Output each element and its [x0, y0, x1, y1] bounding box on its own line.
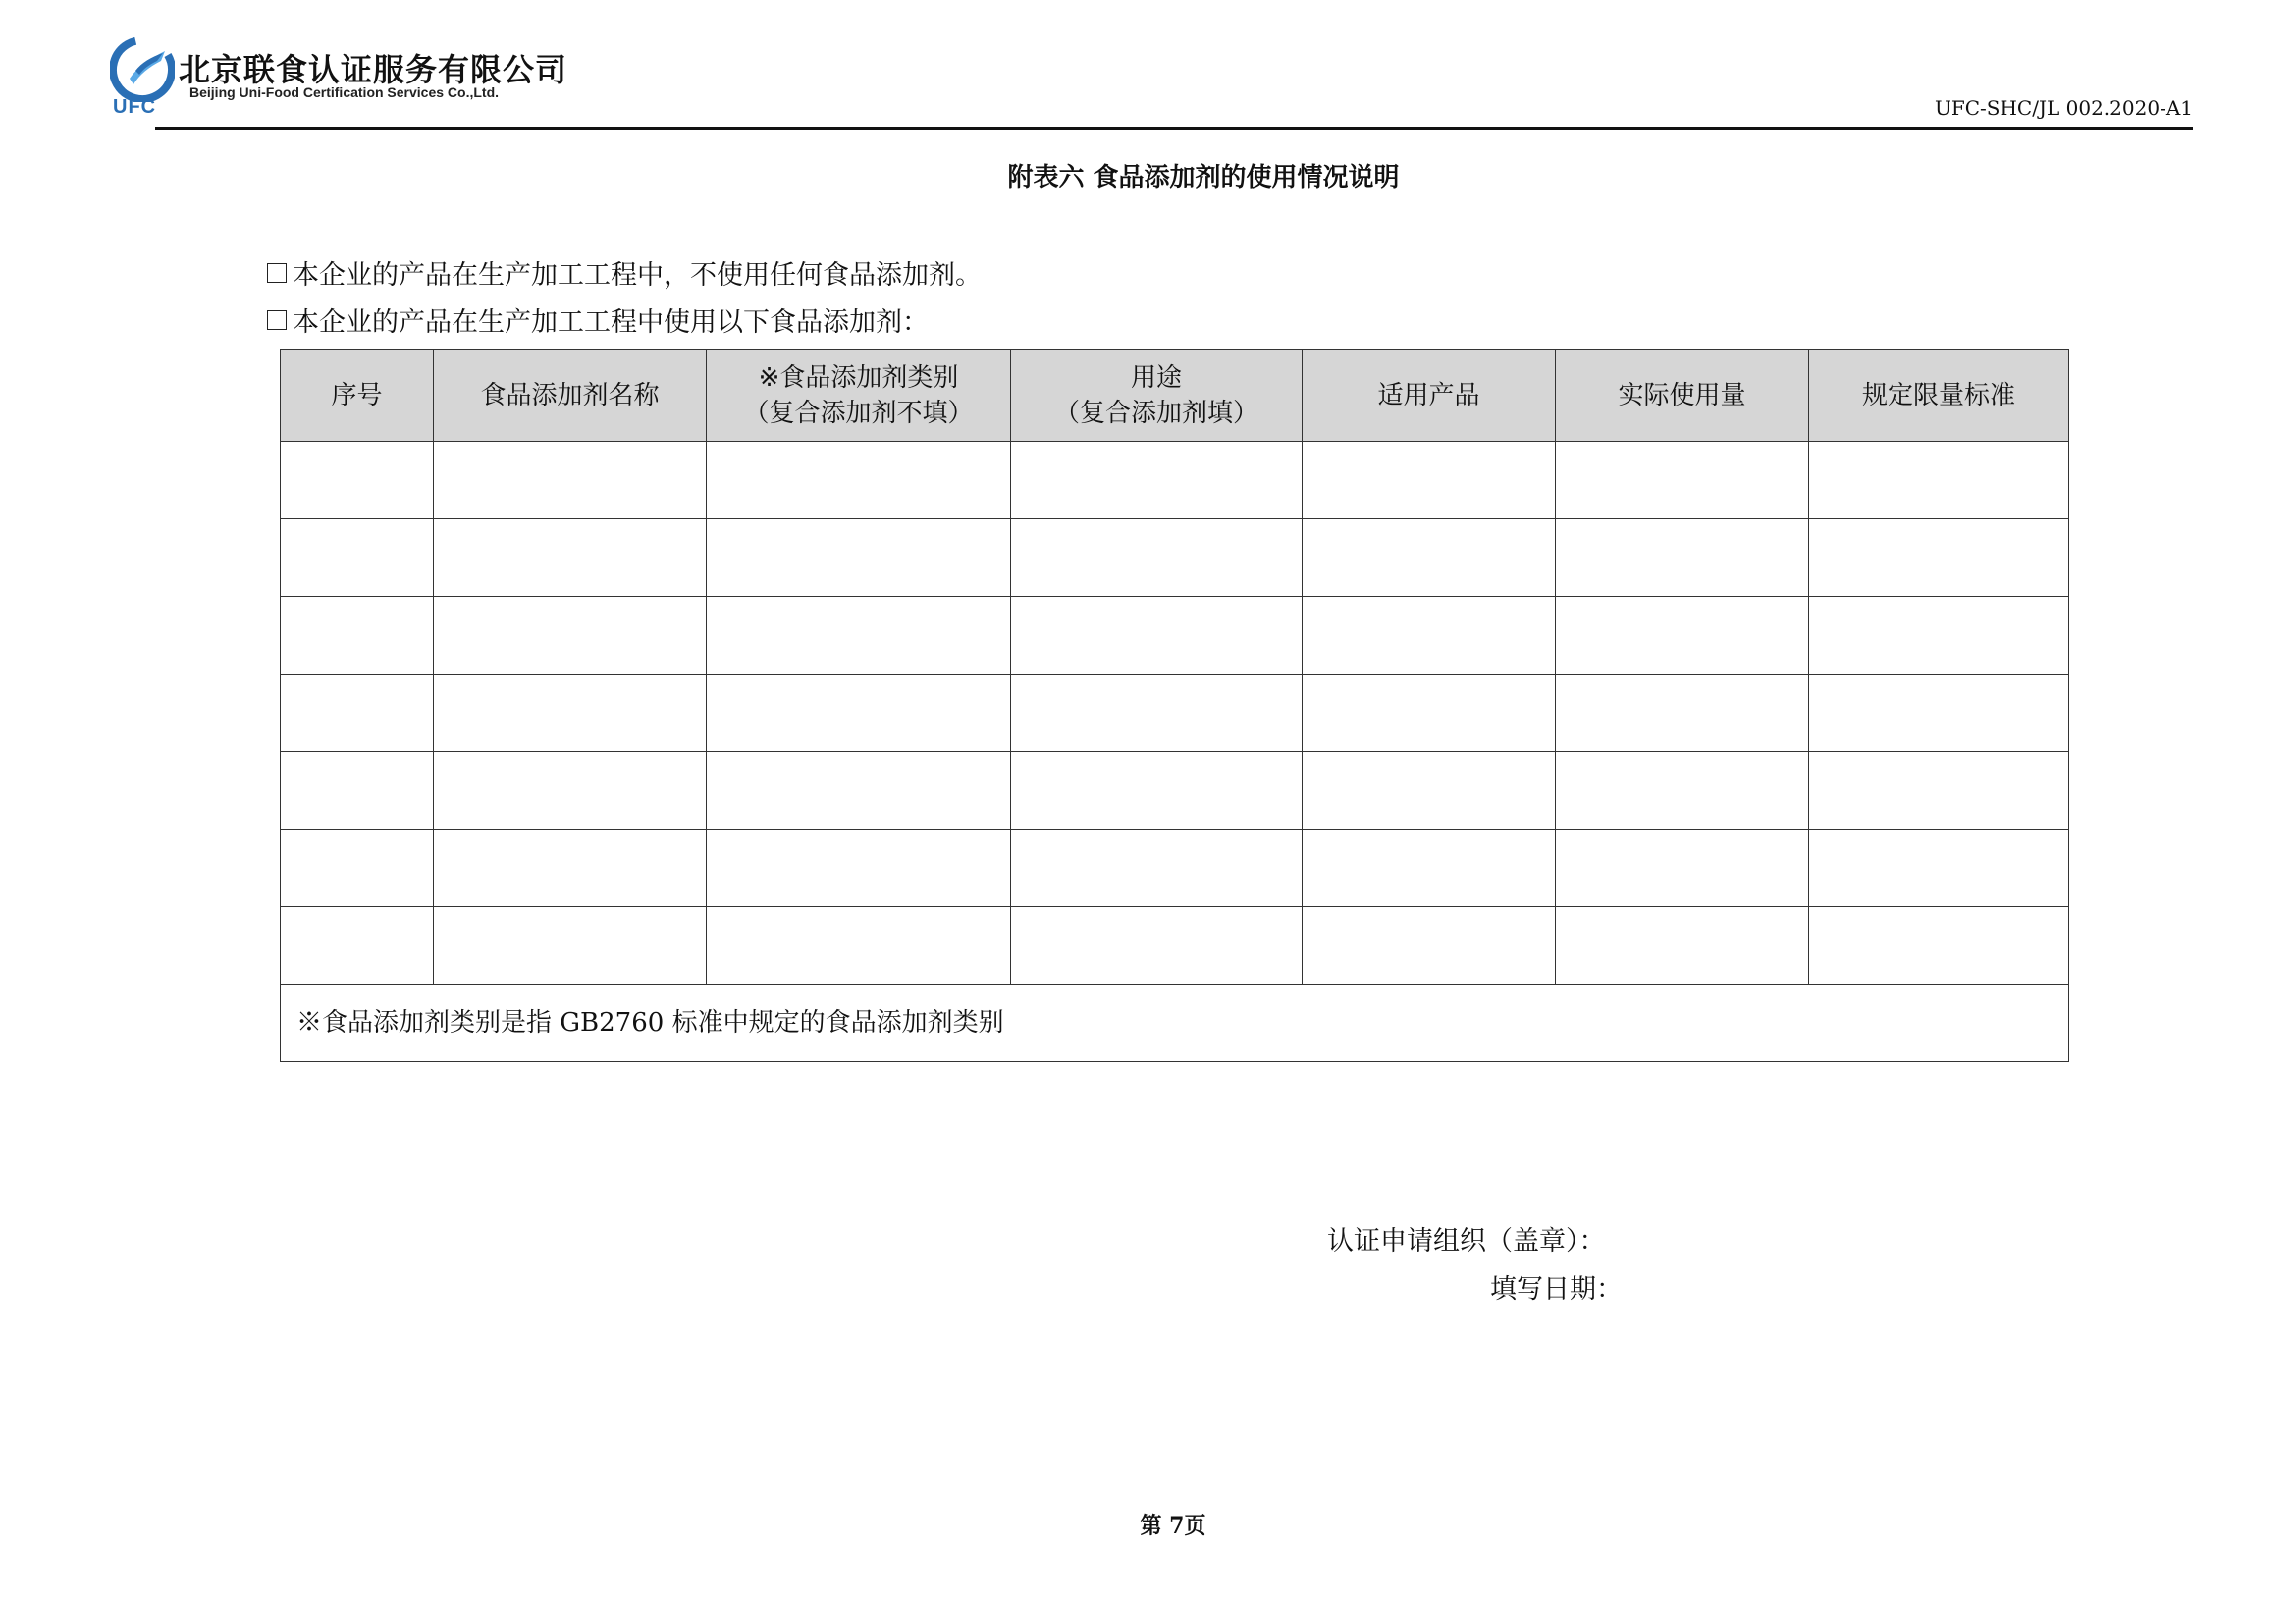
col-header-line: 实际使用量 — [1618, 380, 1746, 410]
col-header-note: （复合添加剂填） — [1053, 398, 1258, 428]
col-header-line: 适用产品 — [1377, 380, 1480, 410]
col-header-line: 食品添加剂名称 — [480, 380, 660, 410]
checkbox-icon[interactable] — [267, 263, 287, 283]
table-row — [281, 830, 2069, 907]
option-label: 本企业的产品在生产加工工程中使用以下食品添加剂： — [293, 307, 929, 338]
table-cell[interactable] — [1011, 675, 1303, 752]
table-cell[interactable] — [1011, 907, 1303, 985]
table-cell[interactable] — [1556, 597, 1809, 675]
table-row — [281, 519, 2069, 597]
table-cell[interactable] — [1809, 752, 2069, 830]
table-cell[interactable] — [1303, 830, 1556, 907]
table-cell[interactable] — [281, 752, 434, 830]
page-number: 第 7页 — [1140, 1513, 1206, 1539]
table-cell[interactable] — [1556, 752, 1809, 830]
table-cell[interactable] — [434, 675, 707, 752]
table-cell[interactable] — [281, 675, 434, 752]
col-header-seq — [281, 350, 434, 442]
table-cell[interactable] — [707, 519, 1011, 597]
table-cell[interactable] — [1011, 597, 1303, 675]
table-cell[interactable] — [1011, 752, 1303, 830]
company-name-en: Beijing Uni-Food Certification Services Co.,Ltd. — [189, 84, 500, 100]
document-code: UFC-SHC/JL 002.2020-A1 — [1935, 96, 2193, 120]
ufc-logo-icon — [110, 37, 175, 102]
table-cell[interactable] — [1303, 519, 1556, 597]
table-cell[interactable] — [1809, 597, 2069, 675]
option-uses-additives[interactable] — [267, 300, 929, 339]
table-cell[interactable] — [1809, 907, 2069, 985]
table-row — [281, 442, 2069, 519]
table-cell[interactable] — [281, 830, 434, 907]
table-cell[interactable] — [1556, 675, 1809, 752]
checkbox-icon[interactable] — [267, 310, 287, 330]
table-cell[interactable] — [1556, 830, 1809, 907]
table-cell[interactable] — [707, 442, 1011, 519]
col-header-purpose — [1011, 350, 1303, 442]
col-header-actual-amount — [1556, 350, 1809, 442]
company-name-cn: 北京联食认证服务有限公司 — [179, 51, 568, 88]
col-header-additive-category — [707, 350, 1011, 442]
table-cell[interactable] — [1303, 597, 1556, 675]
table-cell[interactable] — [281, 442, 434, 519]
col-header-line: 用途 — [1130, 362, 1182, 393]
table-cell[interactable] — [1011, 830, 1303, 907]
table-cell[interactable] — [1303, 752, 1556, 830]
col-header-line: 规定限量标准 — [1861, 380, 2015, 410]
col-header-line: ※食品添加剂类别 — [758, 362, 959, 393]
table-cell[interactable] — [707, 675, 1011, 752]
table-cell[interactable] — [1809, 675, 2069, 752]
col-header-additive-name — [434, 350, 707, 442]
table-cell[interactable] — [1011, 519, 1303, 597]
table-cell[interactable] — [1556, 519, 1809, 597]
table-cell[interactable] — [281, 519, 434, 597]
additives-table — [280, 349, 2069, 1062]
table-row — [281, 675, 2069, 752]
table-cell[interactable] — [434, 830, 707, 907]
table-cell[interactable] — [707, 752, 1011, 830]
table-footnote: ※食品添加剂类别是指 GB2760 标准中规定的食品添加剂类别 — [281, 985, 2069, 1062]
page-title: 附表六 食品添加剂的使用情况说明 — [1007, 163, 1400, 192]
col-header-note: （复合添加剂不填） — [743, 398, 974, 428]
table-cell[interactable] — [434, 442, 707, 519]
table-row — [281, 907, 2069, 985]
table-cell[interactable] — [1809, 442, 2069, 519]
col-header-applicable-product — [1303, 350, 1556, 442]
table-cell[interactable] — [281, 597, 434, 675]
table-cell[interactable] — [1556, 907, 1809, 985]
logo-text: UFC — [113, 96, 157, 118]
header-divider — [155, 127, 2193, 130]
table-cell[interactable] — [281, 907, 434, 985]
table-footnote-row — [281, 985, 2069, 1062]
table-cell[interactable] — [1809, 830, 2069, 907]
table-cell[interactable] — [1011, 442, 1303, 519]
table-cell[interactable] — [707, 597, 1011, 675]
table-cell[interactable] — [1556, 442, 1809, 519]
option-label: 本企业的产品在生产加工工程中，不使用任何食品添加剂。 — [293, 260, 982, 291]
col-header-limit-standard — [1809, 350, 2069, 442]
table-cell[interactable] — [707, 830, 1011, 907]
table-cell[interactable] — [1303, 907, 1556, 985]
signature-org-label: 认证申请组织（盖章）： — [1327, 1226, 1606, 1257]
table-header-row — [281, 350, 2069, 442]
table-row — [281, 597, 2069, 675]
table-cell[interactable] — [707, 907, 1011, 985]
table-cell[interactable] — [1303, 675, 1556, 752]
table-cell[interactable] — [434, 907, 707, 985]
col-header-line: 序号 — [331, 380, 383, 410]
signature-date-label: 填写日期： — [1490, 1274, 1623, 1305]
table-cell[interactable] — [1303, 442, 1556, 519]
table-row — [281, 752, 2069, 830]
table-cell[interactable] — [434, 752, 707, 830]
table-cell[interactable] — [1809, 519, 2069, 597]
option-no-additives[interactable] — [267, 253, 982, 292]
table-cell[interactable] — [434, 519, 707, 597]
table-cell[interactable] — [434, 597, 707, 675]
